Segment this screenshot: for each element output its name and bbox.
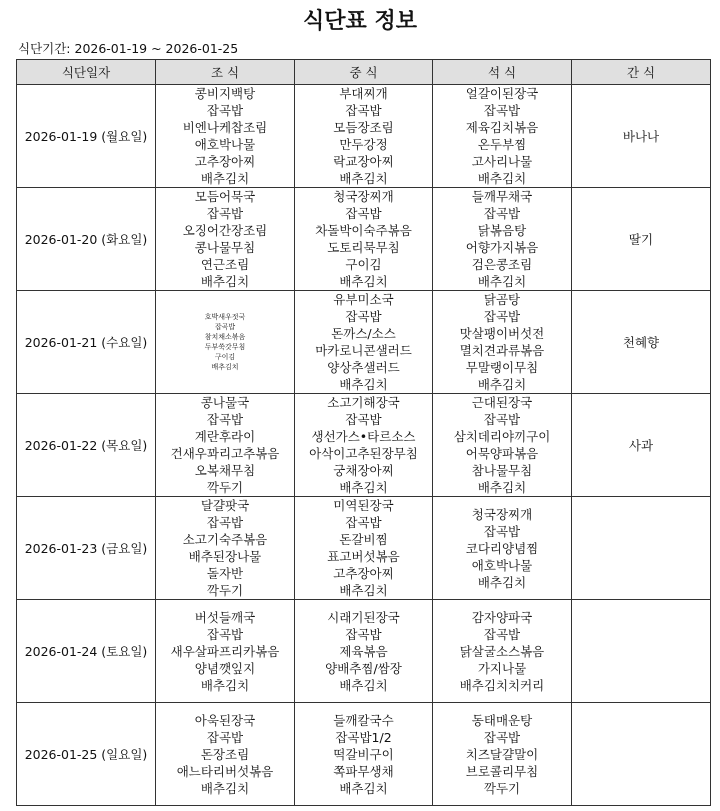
snack-cell: 바나나	[572, 85, 711, 188]
dish-item: 배추김치	[477, 274, 527, 289]
dish-item: 구이김	[214, 353, 236, 361]
dish-item: 새우살파프리카볶음	[170, 643, 280, 659]
dish-item: 잡곡밥	[483, 206, 521, 221]
dish-item: 배추김치	[339, 583, 388, 598]
lunch-cell	[295, 703, 433, 806]
snack-cell: 사과	[572, 394, 711, 497]
dish-item: 코다리양념찜	[465, 540, 539, 556]
dish-item: 돈갈비찜	[339, 532, 388, 547]
snack-cell	[572, 703, 711, 806]
dish-item: 돌자반	[206, 566, 244, 581]
dish-item: 배추김치	[339, 274, 388, 289]
meal-table-body	[17, 85, 711, 806]
dinner-cell	[433, 497, 572, 600]
meal-date: 2026-01-25 (일요일)	[17, 703, 156, 806]
dish-item: 깍두기	[206, 583, 244, 598]
dish-item: 배추김치	[477, 480, 527, 495]
header-lunch: 중 식	[295, 60, 433, 85]
dish-item: 오복채무침	[194, 463, 256, 478]
breakfast-cell	[156, 703, 295, 806]
dish-item: 콩비지백탕	[194, 86, 256, 101]
dish-item: 건새우꽈리고추볶음	[170, 446, 280, 461]
dinner-cell	[433, 85, 572, 188]
table-row	[17, 394, 711, 497]
breakfast-cell	[156, 600, 295, 703]
dish-item: 배추김치	[339, 480, 388, 495]
dish-item: 쪽파무생채	[333, 763, 394, 779]
dish-item: 잡곡밥	[345, 515, 382, 530]
header-row	[17, 60, 711, 85]
dish-item: 달걀팟국	[200, 498, 250, 513]
dish-item: 배추김치	[200, 274, 250, 289]
dish-item: 돈장조림	[200, 746, 250, 762]
dish-item: 락교장아찌	[333, 154, 394, 169]
dish-item: 잡곡밥	[206, 626, 244, 642]
dish-item: 치즈달걀말이	[465, 746, 539, 762]
dish-item: 배추김치	[477, 377, 527, 392]
dish-item: 깍두기	[483, 780, 521, 796]
table-row	[17, 85, 711, 188]
dish-item: 버섯들깨국	[194, 609, 256, 625]
dish-item: 어향가지볶음	[465, 240, 539, 255]
snack-cell: 천혜향	[572, 291, 711, 394]
dish-item: 배추김치	[339, 171, 388, 186]
table-row	[17, 703, 711, 806]
table-row	[17, 600, 711, 703]
dish-item: 궁채장아찌	[333, 463, 394, 478]
dish-item: 호박새우젓국	[204, 313, 246, 321]
dish-item: 차돌박이숙주볶음	[315, 223, 412, 238]
dish-item: 유부미소국	[333, 292, 394, 307]
dish-item: 잡곡밥	[206, 103, 244, 118]
meal-date: 2026-01-20 (화요일)	[17, 188, 156, 291]
lunch-cell	[295, 188, 433, 291]
dish-item: 소고기숙주볶음	[182, 532, 268, 547]
dish-item: 참치채소볶음	[204, 333, 246, 341]
meal-date: 2026-01-19 (월요일)	[17, 85, 156, 188]
dish-item: 브로콜리무침	[465, 763, 539, 779]
dish-item: 닭살굴소스볶음	[459, 643, 545, 659]
dish-item: 잡곡밥	[206, 206, 244, 221]
dish-item: 배추김치치커리	[459, 677, 545, 693]
dish-item: 잡곡밥	[483, 729, 521, 745]
dish-item: 검은콩조림	[471, 257, 533, 272]
dish-item: 고사리나물	[471, 154, 533, 169]
dish-item: 미역된장국	[333, 498, 394, 513]
dish-item: 잡곡밥	[483, 309, 521, 324]
dish-item: 잡곡밥	[206, 412, 244, 427]
meal-period: 식단기간: 2026-01-19 ~ 2026-01-25	[18, 41, 239, 56]
dish-item: 양상추샐러드	[327, 360, 400, 375]
dish-item: 닭볶음탕	[477, 223, 527, 238]
meal-date: 2026-01-24 (토요일)	[17, 600, 156, 703]
dish-item: 들깨무채국	[471, 189, 533, 204]
dish-item: 계란후라이	[194, 429, 256, 444]
dish-item: 잡곡밥	[206, 729, 244, 745]
header-date: 식단일자	[17, 60, 156, 85]
dinner-cell	[433, 600, 572, 703]
dish-item: 모듬어묵국	[194, 189, 256, 204]
dish-item: 고추장아찌	[333, 566, 394, 581]
dish-item: 잡곡밥	[345, 103, 382, 118]
dish-item: 도토리묵무침	[327, 240, 400, 255]
dish-item: 시래기된장국	[327, 609, 400, 625]
dish-item: 청국장찌개	[471, 506, 533, 522]
table-row	[17, 291, 711, 394]
snack-cell: 딸기	[572, 188, 711, 291]
dish-item: 배추김치	[211, 363, 239, 371]
dish-item: 잡곡밥	[483, 103, 521, 118]
dish-item: 애느타리버섯볶음	[176, 763, 274, 779]
breakfast-cell	[156, 85, 295, 188]
dish-item: 소고기해장국	[327, 395, 400, 410]
dish-item: 깍두기	[206, 480, 244, 495]
dish-item: 애호박나물	[471, 557, 533, 573]
meal-date: 2026-01-21 (수요일)	[17, 291, 156, 394]
dish-item: 배추김치	[200, 171, 250, 186]
page-title: 식단표 정보	[303, 9, 417, 34]
dish-item: 생선가스•타르소스	[311, 429, 416, 444]
dish-item: 청국장찌개	[333, 189, 394, 204]
dish-item: 삼치데리야끼구이	[453, 429, 551, 444]
dish-item: 배추김치	[339, 677, 388, 693]
header-snack: 간 식	[572, 60, 711, 85]
dish-item: 부대찌개	[339, 86, 388, 101]
dish-item: 모듬장조림	[333, 120, 394, 135]
dish-item: 양배추찜/쌈장	[325, 660, 402, 676]
snack-cell	[572, 497, 711, 600]
table-row	[17, 188, 711, 291]
breakfast-cell	[156, 497, 295, 600]
dish-item: 참나물무침	[471, 463, 533, 478]
dish-item: 제육김치볶음	[465, 120, 539, 135]
dish-item: 오징어간장조림	[182, 223, 268, 238]
dish-item: 잡곡밥	[345, 309, 382, 324]
dish-item: 연근조림	[200, 257, 250, 272]
lunch-cell	[295, 497, 433, 600]
dish-item: 어묵양파볶음	[465, 446, 539, 461]
dinner-cell	[433, 291, 572, 394]
dish-item: 잡곡밥	[483, 626, 521, 642]
breakfast-cell	[156, 291, 295, 394]
header-dinner: 석 식	[433, 60, 572, 85]
dish-item: 닭곰탕	[483, 292, 521, 307]
meal-date: 2026-01-23 (금요일)	[17, 497, 156, 600]
dish-item: 떡갈비구이	[333, 746, 394, 762]
dish-item: 감자양파국	[471, 609, 533, 625]
dish-item: 두부쑥갓무침	[204, 343, 246, 351]
dish-item: 애호박나물	[194, 137, 256, 152]
dish-item: 배추김치	[339, 377, 388, 392]
dinner-cell	[433, 188, 572, 291]
dish-item: 아삭이고추된장무침	[309, 446, 418, 461]
dish-item: 잡곡밥	[345, 412, 382, 427]
dish-item: 고추장아찌	[194, 154, 256, 169]
dish-item: 얼갈이된장국	[465, 86, 539, 101]
table-row	[17, 497, 711, 600]
dish-item: 동태매운탕	[471, 712, 533, 728]
dish-item: 들깨칼국수	[333, 712, 394, 728]
dish-item: 배추된장나물	[188, 549, 262, 564]
breakfast-cell	[156, 394, 295, 497]
dish-item: 잡곡밥1/2	[335, 729, 392, 745]
dish-item: 배추김치	[477, 574, 527, 590]
dish-item: 콩나물국	[200, 395, 250, 410]
dish-item: 무말랭이무침	[465, 360, 539, 375]
dish-item: 잡곡밥	[345, 626, 382, 642]
snack-cell	[572, 600, 711, 703]
dish-item: 콩나물무침	[194, 240, 256, 255]
dish-item: 제육볶음	[339, 643, 388, 659]
dish-item: 구이김	[345, 257, 382, 272]
dish-item: 잡곡밥	[483, 412, 521, 427]
dish-item: 근대된장국	[471, 395, 533, 410]
breakfast-cell	[156, 188, 295, 291]
dish-item: 잡곡밥	[214, 323, 236, 331]
dish-item: 멸치견과류볶음	[459, 343, 545, 358]
dish-item: 만두강정	[339, 137, 388, 152]
dish-item: 표고버섯볶음	[327, 549, 400, 564]
dish-item: 가지나물	[477, 660, 527, 676]
header-breakfast: 조 식	[156, 60, 295, 85]
lunch-cell	[295, 600, 433, 703]
dish-item: 배추김치	[200, 780, 250, 796]
dish-item: 온두부찜	[477, 137, 527, 152]
lunch-cell	[295, 394, 433, 497]
dish-item: 양념깻잎지	[194, 660, 256, 676]
dinner-cell	[433, 394, 572, 497]
dish-item: 배추김치	[339, 780, 388, 796]
meal-table	[16, 59, 711, 806]
dish-item: 아욱된장국	[194, 712, 256, 728]
lunch-cell	[295, 85, 433, 188]
dish-item: 배추김치	[477, 171, 527, 186]
dish-item: 잡곡밥	[206, 515, 244, 530]
dish-item: 돈까스/소스	[331, 326, 396, 341]
dish-item: 맛살팽이버섯전	[459, 326, 545, 341]
meal-date: 2026-01-22 (목요일)	[17, 394, 156, 497]
dish-item: 배추김치	[200, 677, 250, 693]
dish-item: 잡곡밥	[483, 523, 521, 539]
lunch-cell	[295, 291, 433, 394]
dish-item: 잡곡밥	[345, 206, 382, 221]
dish-item: 비엔나케찹조림	[182, 120, 268, 135]
dinner-cell	[433, 703, 572, 806]
dish-item: 마카로니콘샐러드	[315, 343, 412, 358]
